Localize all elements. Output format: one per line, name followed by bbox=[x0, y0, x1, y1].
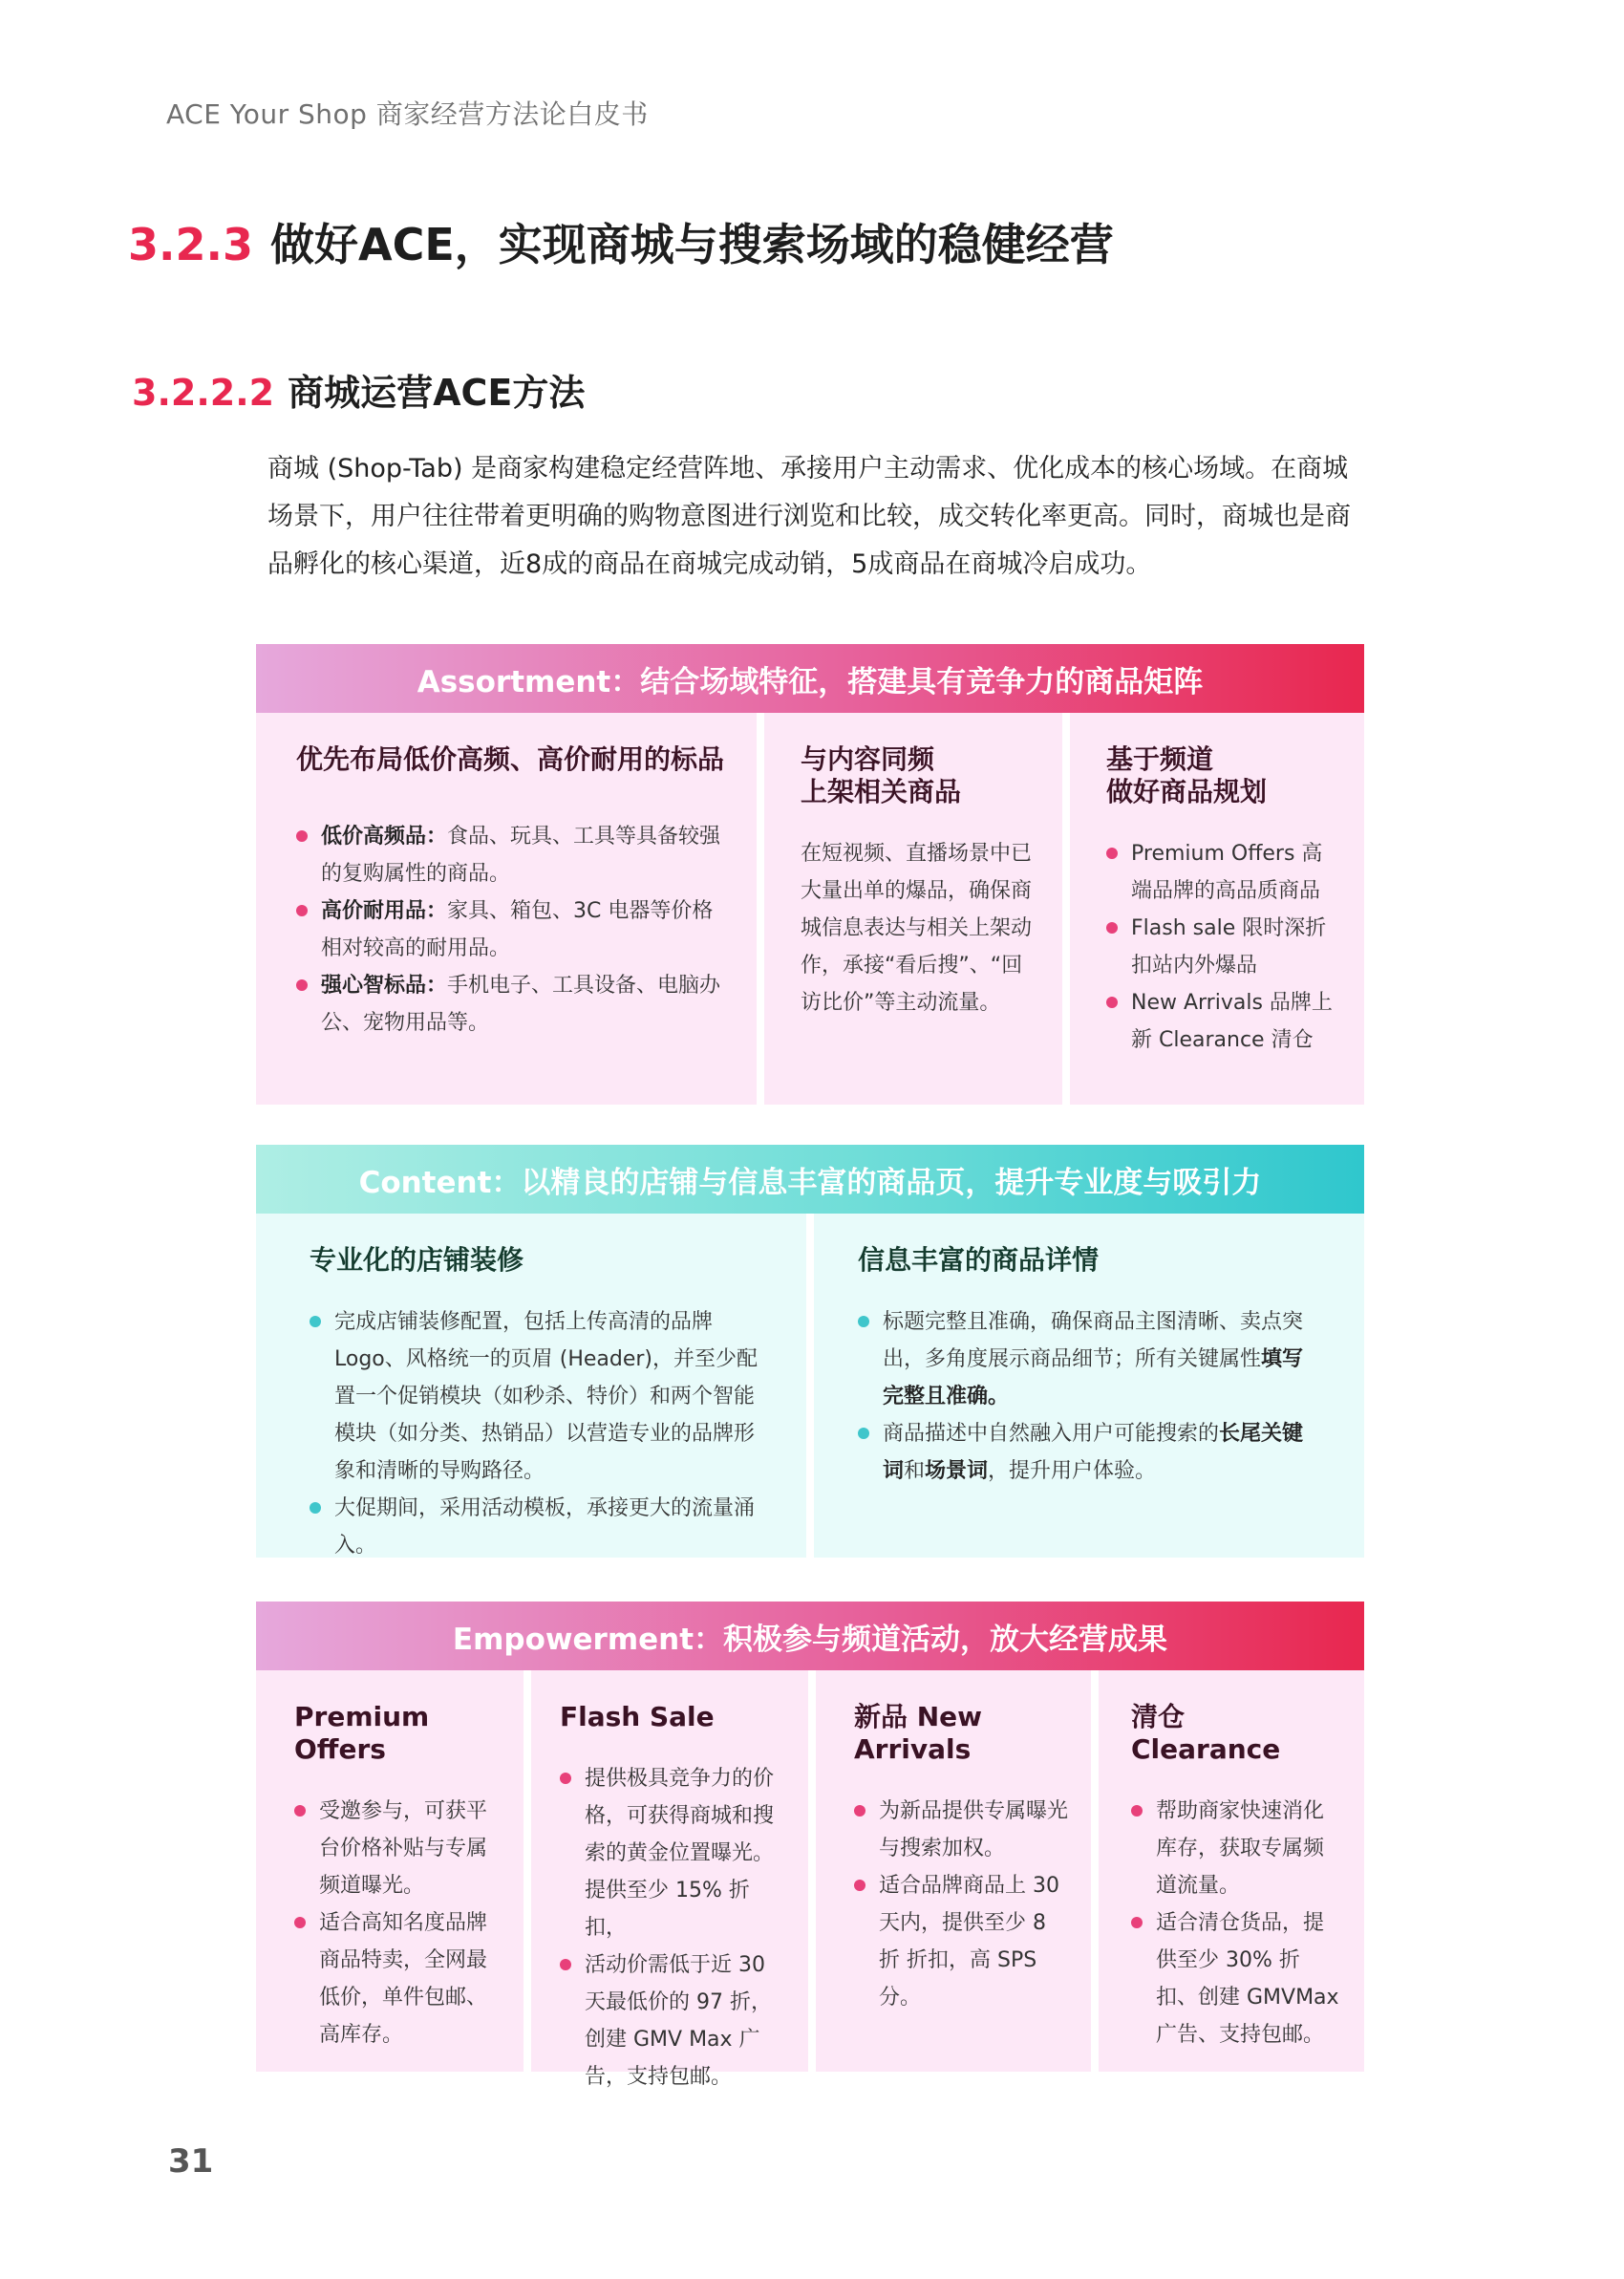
empowerment-col-premium-offers bbox=[256, 1670, 524, 2072]
assortment-header: Assortment：结合场域特征，搭建具有竞争力的商品矩阵 bbox=[256, 644, 1364, 713]
assortment-col2-text: 在短视频、直播场景中已大量出单的爆品，确保商城信息表达与相关上架动作，承接“看后搜”、“回访比价”等主动流量。 bbox=[801, 842, 1033, 1015]
list-item: 强心智标品：手机电子、工具设备、电脑办公、宠物用品等。 bbox=[296, 967, 724, 1042]
subsection-title-text: 商城运营ACE方法 bbox=[288, 372, 586, 414]
content-col-shop-decoration bbox=[256, 1214, 806, 1558]
page-number: 31 bbox=[168, 2142, 214, 2181]
empowerment-body bbox=[256, 1670, 1364, 2089]
content-col1-list bbox=[310, 1303, 768, 1564]
assortment-col3-list bbox=[1106, 835, 1336, 1059]
assortment-col-channel-planning bbox=[1070, 713, 1364, 1105]
list-item: 适合清仓货品，提供至少 30% 折扣、创建 GMVMax 广告、支持包邮。 bbox=[1131, 1904, 1341, 2053]
assortment-col-standard-products bbox=[256, 713, 757, 1105]
assortment-body bbox=[256, 713, 1364, 1105]
section-title-text: 做好ACE，实现商城与搜索场域的稳健经营 bbox=[269, 219, 1114, 270]
assortment-col-content-sync bbox=[764, 713, 1062, 1105]
content-body bbox=[256, 1214, 1364, 1558]
list-item: 适合品牌商品上 30 天内，提供至少 8 折 折扣，高 SPS 分。 bbox=[854, 1867, 1068, 2016]
list-item: 低价高频品：食品、玩具、工具等具备较强的复购属性的商品。 bbox=[296, 818, 724, 892]
empowerment-header: Empowerment：积极参与频道活动，放大经营成果 bbox=[256, 1602, 1364, 1670]
empowerment-col-title: 清仓 Clearance bbox=[1131, 1701, 1281, 1765]
list-item: 帮助商家快速消化库存，获取专属频道流量。 bbox=[1131, 1793, 1341, 1904]
list-item: 为新品提供专属曝光与搜索加权。 bbox=[854, 1793, 1068, 1867]
empowerment-col-flash-sale bbox=[531, 1670, 808, 2089]
subsection-number: 3.2.2.2 bbox=[132, 372, 275, 414]
content-col1-title: 专业化的店铺装修 bbox=[310, 1244, 524, 1276]
empowerment-block bbox=[256, 1602, 1364, 2089]
assortment-col1-list bbox=[296, 818, 724, 1042]
list-item: 标题完整且准确，确保商品主图清晰、卖点突出，多角度展示商品细节；所有关键属性填写完整且准确。 bbox=[858, 1303, 1316, 1415]
list-item: New Arrivals 品牌上新 Clearance 清仓 bbox=[1106, 984, 1336, 1059]
section-title bbox=[128, 210, 1114, 273]
list-item: 商品描述中自然融入用户可能搜索的长尾关键词和场景词，提升用户体验。 bbox=[858, 1415, 1316, 1490]
empowerment-col-list bbox=[1131, 1793, 1341, 2053]
assortment-col1-title: 优先布局低价高频、高价耐用的标品 bbox=[296, 743, 725, 775]
empowerment-col-list bbox=[854, 1793, 1068, 2016]
empowerment-col-list bbox=[560, 1760, 787, 2096]
content-col2-list bbox=[858, 1303, 1316, 1490]
running-header: ACE Your Shop 商家经营方法论白皮书 bbox=[166, 98, 649, 130]
list-item: 提供极具竞争力的价格，可获得商城和搜索的黄金位置曝光。提供至少 15% 折扣， bbox=[560, 1760, 787, 1946]
section-number: 3.2.3 bbox=[128, 219, 253, 270]
assortment-col3-title: 基于频道 做好商品规划 bbox=[1106, 743, 1268, 807]
list-item: Flash sale 限时深折扣站内外爆品 bbox=[1106, 910, 1336, 984]
intro-paragraph: 商城 (Shop-Tab) 是商家构建稳定经营阵地、承接用户主动需求、优化成本的核心场域。在商城场景下，用户往往带着更明确的购物意图进行浏览和比较，成交转化率更高。同时，商城也是商品孵化的核心渠道，近8成的商品在商城完成动销，5成商品在商城冷启成功。 bbox=[267, 454, 1351, 579]
subsection-title bbox=[132, 363, 585, 416]
list-item: 活动价需低于近 30 天最低价的 97 折，创建 GMV Max 广告，支持包邮。 bbox=[560, 1946, 787, 2096]
empowerment-col-clearance bbox=[1099, 1670, 1364, 2072]
assortment-block bbox=[256, 644, 1364, 1105]
empowerment-col-title: 新品 New Arrivals bbox=[854, 1701, 983, 1765]
empowerment-col-new-arrivals bbox=[816, 1670, 1091, 2072]
empowerment-col-title: Flash Sale bbox=[560, 1701, 715, 1732]
list-item: 大促期间，采用活动模板，承接更大的流量涌入。 bbox=[310, 1490, 768, 1564]
content-col2-title: 信息丰富的商品详情 bbox=[858, 1244, 1100, 1276]
list-item: 完成店铺装修配置，包括上传高清的品牌 Logo、风格统一的页眉 (Header)，并至少配置一个促销模块（如秒杀、特价）和两个智能模块（如分类、热销品）以营造专业的品牌形象和清晰的导购路径。 bbox=[310, 1303, 768, 1490]
content-header: Content：以精良的店铺与信息丰富的商品页，提升专业度与吸引力 bbox=[256, 1145, 1364, 1214]
list-item: 适合高知名度品牌商品特卖，全网最低价，单件包邮、高库存。 bbox=[294, 1904, 504, 2053]
empowerment-col-list bbox=[294, 1793, 504, 2053]
content-col-product-detail bbox=[814, 1214, 1364, 1558]
content-block bbox=[256, 1145, 1364, 1558]
list-item: Premium Offers 高端品牌的高品质商品 bbox=[1106, 835, 1336, 910]
assortment-col2-title: 与内容同频 上架相关商品 bbox=[801, 743, 962, 807]
empowerment-col-title: Premium Offers bbox=[294, 1701, 430, 1765]
list-item: 高价耐用品：家具、箱包、3C 电器等价格相对较高的耐用品。 bbox=[296, 892, 724, 967]
list-item: 受邀参与，可获平台价格补贴与专属频道曝光。 bbox=[294, 1793, 504, 1904]
